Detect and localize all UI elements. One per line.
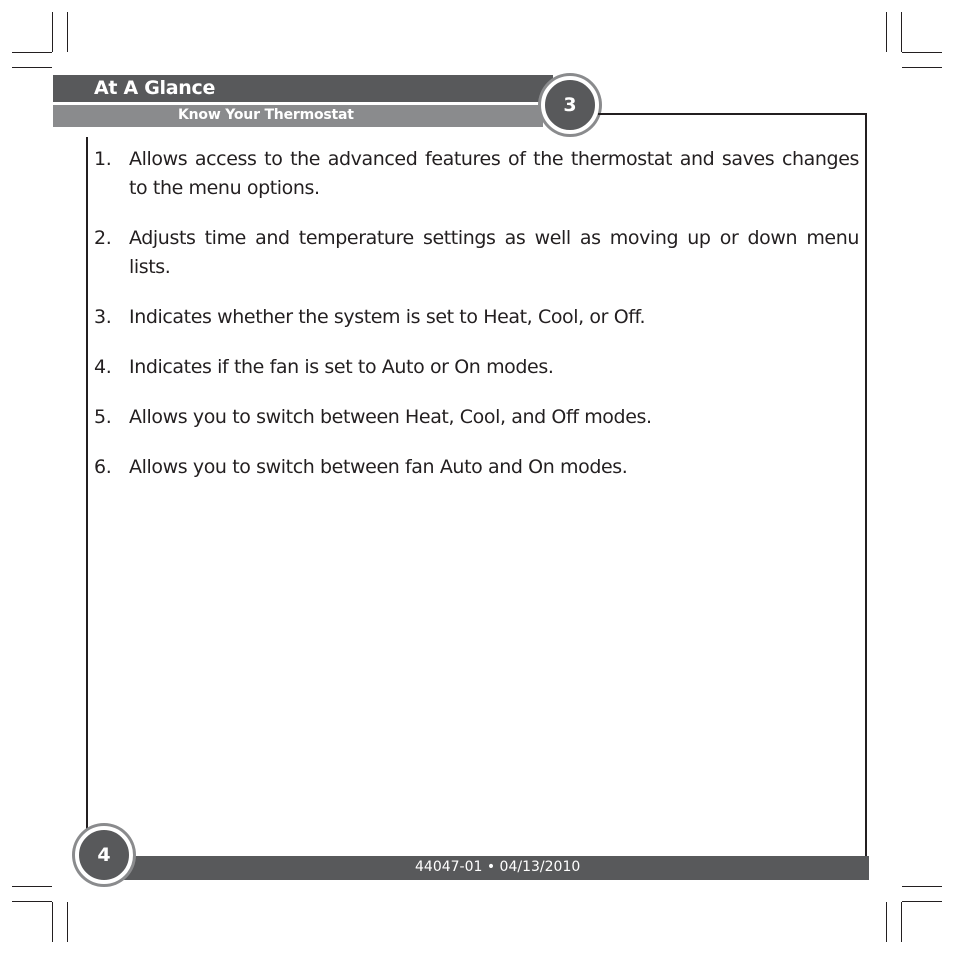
item-number: 1. — [94, 148, 112, 170]
frame-line-left — [86, 137, 88, 830]
list-item — [94, 224, 859, 282]
crop-mark — [886, 12, 887, 52]
list-item — [94, 403, 859, 432]
crop-mark — [12, 901, 52, 902]
list-item — [94, 353, 859, 382]
item-text: Adjusts time and temperature settings as well as moving up or down menu lists. — [129, 227, 859, 278]
feature-list — [94, 145, 859, 503]
item-text: Allows you to switch between Heat, Cool, and Off modes. — [129, 406, 652, 428]
list-item — [94, 453, 859, 482]
page-number-badge: 4 — [75, 826, 133, 884]
crop-mark — [12, 886, 52, 887]
crop-mark — [902, 67, 942, 68]
item-number: 4. — [94, 356, 112, 378]
crop-mark — [886, 902, 887, 942]
doc-code: 44047-01 • 04/13/2010 — [415, 859, 581, 875]
crop-mark — [902, 52, 942, 53]
frame-line-top — [598, 113, 867, 115]
crop-mark — [901, 12, 902, 52]
crop-mark — [902, 886, 942, 887]
crop-mark — [901, 902, 902, 942]
section-title: At A Glance — [94, 77, 216, 99]
crop-mark — [67, 902, 68, 942]
item-number: 5. — [94, 406, 112, 428]
item-number: 3. — [94, 306, 112, 328]
crop-mark — [902, 901, 942, 902]
section-subtitle: Know Your Thermostat — [178, 107, 354, 123]
list-item — [94, 303, 859, 332]
item-number: 2. — [94, 227, 112, 249]
item-text: Allows you to switch between fan Auto and On modes. — [129, 456, 628, 478]
item-number: 6. — [94, 456, 112, 478]
step-number-badge: 3 — [541, 76, 599, 134]
item-text: Allows access to the advanced features of the thermostat and saves changes to the menu options. — [129, 148, 859, 199]
crop-mark — [52, 902, 53, 942]
item-text: Indicates if the fan is set to Auto or On modes. — [129, 356, 554, 378]
list-item — [94, 145, 859, 203]
crop-mark — [12, 67, 52, 68]
item-text: Indicates whether the system is set to Heat, Cool, or Off. — [129, 306, 646, 328]
crop-mark — [67, 12, 68, 52]
crop-mark — [12, 52, 52, 53]
crop-mark — [52, 12, 53, 52]
frame-line-right — [865, 113, 867, 857]
